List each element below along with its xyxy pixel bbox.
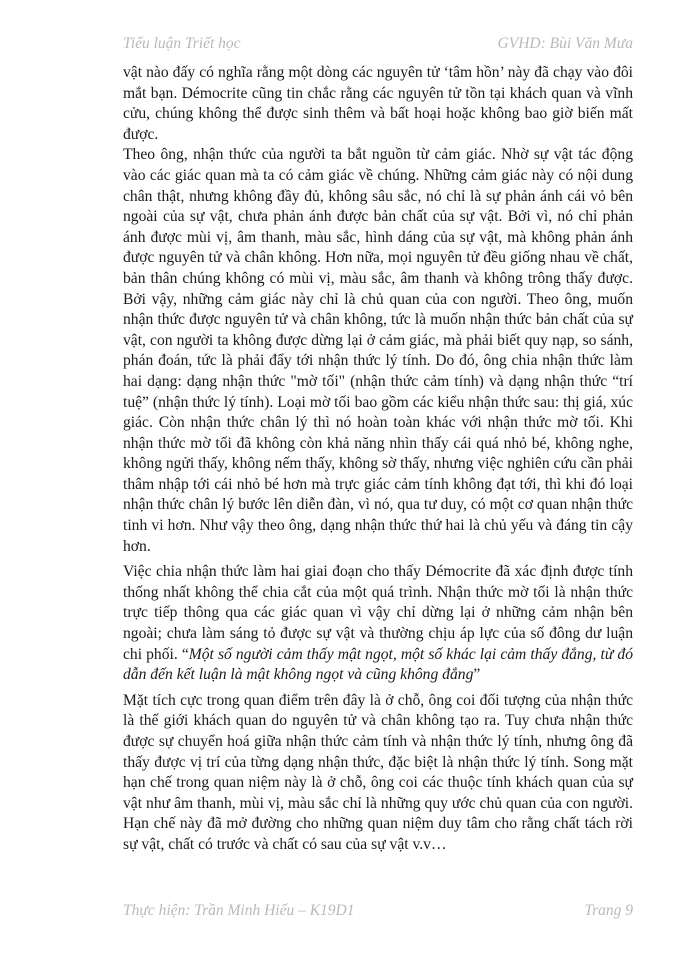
page-header xyxy=(123,35,633,53)
paragraph-2: Theo ông, nhận thức của người ta bắt nguồn từ cảm giác. Nhờ sự vật tác động vào các giác quan mà ta có cảm giác về chúng. Những cảm giác này có nội dung chân thật, nhưng không đầy đủ, không sâu sắc, nó chỉ là sự phản ánh cái vỏ bên ngoài của sự vật, chưa phản ánh được bản chất của sự vật. Bởi vì, nó chỉ phản ánh được mùi vị, âm thanh, màu sắc, hình dáng của sự vật, mà không phản ánh được nguyên tử và chân không. Hơn nữa, mọi nguyên tử đều giống nhau về chất, bản thân chúng không có mùi vị, màu sắc, âm thanh và không trông thấy được. Bởi vậy, những cảm giác này chỉ là chủ quan của con người. Theo ông, muốn nhận thức được nguyên tử và chân không, tức là muốn nhận thức bản chất của sự vật, con người ta không được dừng lại ở cảm giác, mà phải biết quy nạp, so sánh, phán đoán, tức là phải đẩy tới nhận thức lý tính. Do đó, ông chia nhận thức làm hai dạng: dạng nhận thức "mờ tối" (nhận thức cảm tính) và dạng nhận thức “trí tuệ” (nhận thức lý tính). Loại mờ tối bao gồm các kiểu nhận thức sau: thị giá, xúc giác. Còn nhận thức chân lý thì nó hoàn toàn khác với nhận thức mờ tối. Khi nhận thức mờ tối đã không còn khả năng nhìn thấy cái quá nhỏ bé, không nghe, không ngửi thấy, không nếm thấy, không sờ thấy, nhưng việc nghiên cứu cần phải thâm nhập tới cái nhỏ bé hơn mà trực giác cảm tính không đạt tới, thì khi đó loại nhận thức chân lý bước lên diễn đàn, vì nó, qua tư duy, có một cơ quan nhận thức tinh vi hơn. Như vậy theo ông, dạng nhận thức thứ hai là chủ yếu và đáng tin cậy hơn. xyxy=(123,146,633,555)
page-body xyxy=(123,63,633,861)
paragraph-3-quote: Một số người cảm thấy mật ngọt, một số khác lại cảm thấy đắng, từ đó dẫn đến kết luận là mật không ngọt và cũng không đắng xyxy=(123,645,633,684)
page-number: Trang 9 xyxy=(584,902,633,919)
paragraph-3 xyxy=(123,562,633,686)
footer-author: Thực hiện: Trần Minh Hiếu – K19D1 xyxy=(123,902,355,919)
header-instructor: GVHD: Bùi Văn Mưa xyxy=(497,35,633,52)
page-footer xyxy=(123,902,633,920)
paragraph-3-closing-quote: ” xyxy=(473,666,481,684)
header-title: Tiểu luận Triết học xyxy=(123,35,241,52)
paragraph-3-text: Việc chia nhận thức làm hai giai đoạn cho thấy Démocrite đã xác định được tính thống nhất không thể chia cắt của một quá trình. Nhận thức mờ tối là nhận thức trực tiếp thông qua các giác quan vì vậy chỉ dừng lại ở những cảm nhận bên ngoài; chưa làm sáng tỏ được sự vật và thường chịu áp lực của số đông dư luận chi phối. “ xyxy=(123,563,633,663)
paragraph-4: Mặt tích cực trong quan điểm trên đây là ở chỗ, ông coi đối tượng của nhận thức là thế giới khách quan do nguyên tử và chân không tạo ra. Tuy chưa nhận thức được sự chuyển hoá giữa nhận thức cảm tính và nhận thức lý tính, nhưng ông đã thấy được vị trí của từng dạng nhận thức, đặc biệt là nhận thức lý tính. Song mặt hạn chế trong quan niệm này là ở chỗ, ông coi các thuộc tính khách quan của sự vật như âm thanh, mùi vị, màu sắc chỉ là những quy ước chủ quan của con người. Hạn chế này đã mở đường cho những quan niệm duy tâm cho rằng chất tách rời sự vật, chất có trước và chất có sau của sự vật v.v… xyxy=(123,691,633,853)
paragraph-1: vật nào đấy có nghĩa rằng một dòng các nguyên tử ‘tâm hồn’ này đã chạy vào đôi mắt bạn. Démocrite cũng tin chắc rằng các nguyên tử tồn tại khách quan và vĩnh cửu, chúng không thể được sinh thêm và bất hoại hoặc không bao giờ biến mất được. xyxy=(123,64,633,143)
